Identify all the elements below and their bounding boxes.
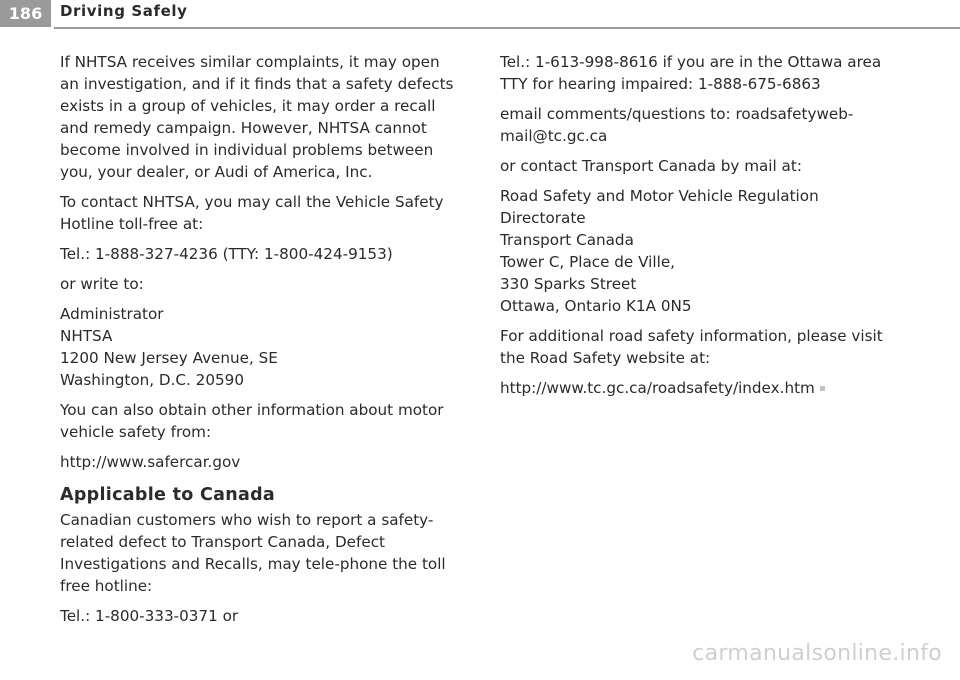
address-line: Administrator <box>60 305 164 323</box>
address-line: Transport Canada <box>500 231 634 249</box>
canada-phone: Tel.: 1-800-333-0371 or <box>60 607 239 625</box>
nhtsa-phone: Tel.: 1-888-327-4236 (TTY: 1-800-424-9153) <box>60 245 393 263</box>
page-number: 186 <box>0 0 51 27</box>
road-safety-url-line <box>500 377 900 399</box>
safercar-url: http://www.safercar.gov <box>60 453 241 471</box>
address-line: Directorate <box>500 209 586 227</box>
end-of-section-marker <box>820 386 825 391</box>
address-line: 1200 New Jersey Avenue, SE <box>60 349 278 367</box>
email-contact: email comments/questions to: roadsafetyweb-mail@tc.gc.ca <box>500 105 854 145</box>
tty-phone: TTY for hearing impaired: 1-888-675-6863 <box>500 75 821 93</box>
paragraph-contact-nhtsa: To contact NHTSA, you may call the Vehicle Safety Hotline toll-free at: <box>60 193 444 233</box>
paragraph-nhtsa-complaints: If NHTSA receives similar complaints, it may open an investigation, and if it finds that a safety defects exists in a group of vehicles, it may order a recall and remedy campaign. However, NHTSA cannot become involved in individual problems between you, your dealer, or Audi of America, Inc. <box>60 53 454 181</box>
address-line: NHTSA <box>60 327 113 345</box>
header-rule <box>54 27 960 29</box>
address-line: Road Safety and Motor Vehicle Regulation <box>500 187 819 205</box>
address-line: Ottawa, Ontario K1A 0N5 <box>500 297 692 315</box>
watermark: carmanualsonline.info <box>692 641 942 666</box>
heading-applicable-canada: Applicable to Canada <box>60 485 275 505</box>
paragraph-write-to: or write to: <box>60 275 144 293</box>
ottawa-phone: Tel.: 1-613-998-8616 if you are in the Ottawa area <box>500 53 882 71</box>
section-title: Driving Safely <box>60 2 188 20</box>
right-column <box>500 51 900 407</box>
address-line: Tower C, Place de Ville, <box>500 253 675 271</box>
transport-canada-address <box>500 185 900 317</box>
road-safety-url: http://www.tc.gc.ca/roadsafety/index.htm <box>500 379 815 397</box>
nhtsa-address <box>60 303 460 391</box>
paragraph-other-info: You can also obtain other information about motor vehicle safety from: <box>60 401 444 441</box>
address-line: 330 Sparks Street <box>500 275 637 293</box>
paragraph-canadian-customers: Canadian customers who wish to report a safety-related defect to Transport Canada, Defect Investigations and Recalls, may tele-phone the toll free hotline: <box>60 511 446 595</box>
left-column <box>60 51 460 635</box>
paragraph-additional-info: For additional road safety information, please visit the Road Safety website at: <box>500 327 883 367</box>
paragraph-contact-mail: or contact Transport Canada by mail at: <box>500 157 802 175</box>
address-line: Washington, D.C. 20590 <box>60 371 244 389</box>
